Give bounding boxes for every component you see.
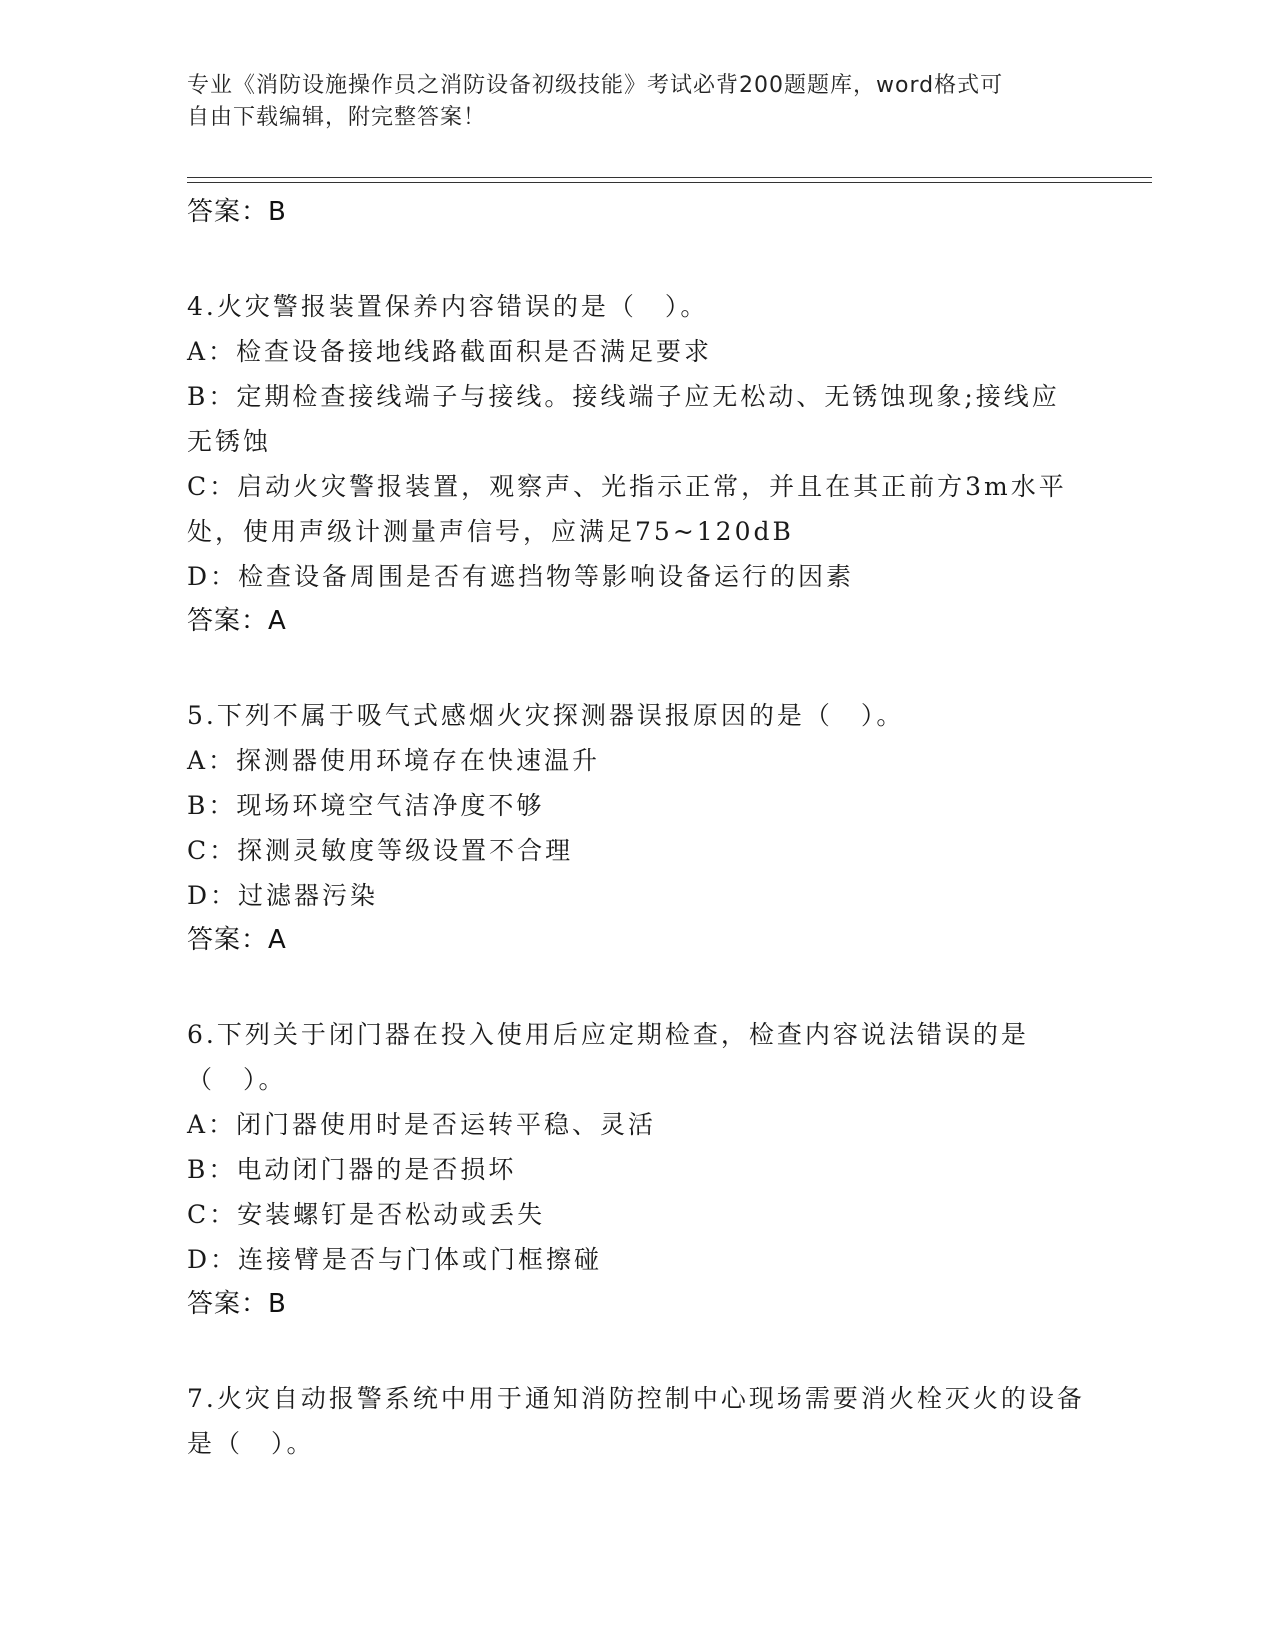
answer-line: 答案：B — [187, 1289, 287, 1319]
option-a: A：检查设备接地线路截面积是否满足要求 — [187, 337, 713, 366]
option-d: D：过滤器污染 — [187, 881, 379, 910]
document-header — [187, 70, 1067, 134]
question-block — [187, 1012, 1087, 1326]
question-stem: 4.火灾警报装置保养内容错误的是（ ）。 — [187, 292, 709, 321]
header-divider — [187, 177, 1152, 183]
answer-line: 答案：A — [187, 925, 287, 955]
question-list — [187, 190, 1087, 1466]
header-line-1: 专业《消防设施操作员之消防设备初级技能》考试必背200题题库，word格式可 — [187, 73, 1004, 98]
option-a: A：闭门器使用时是否运转平稳、灵活 — [187, 1110, 657, 1139]
spacer — [187, 1326, 1087, 1376]
answer-line: 答案：B — [187, 197, 287, 227]
option-b: B：定期检查接线端子与接线。接线端子应无松动、无锈蚀现象;接线应无锈蚀 — [187, 382, 1060, 456]
spacer — [187, 643, 1087, 693]
option-b: B：电动闭门器的是否损坏 — [187, 1155, 517, 1184]
option-a: A：探测器使用环境存在快速温升 — [187, 746, 601, 775]
option-c: C：安装螺钉是否松动或丢失 — [187, 1200, 546, 1229]
option-c: C：探测灵敏度等级设置不合理 — [187, 836, 574, 865]
question-block — [187, 284, 1087, 643]
question-stem: 7.火灾自动报警系统中用于通知消防控制中心现场需要消火栓灭火的设备是（ ）。 — [187, 1384, 1085, 1458]
spacer — [187, 234, 1087, 284]
option-b: B：现场环境空气洁净度不够 — [187, 791, 545, 820]
option-c: C：启动火灾警报装置，观察声、光指示正常，并且在其正前方3m水平处，使用声级计测量声信号，应满足75~120dB — [187, 472, 1067, 546]
option-d: D：检查设备周围是否有遮挡物等影响设备运行的因素 — [187, 562, 855, 591]
answer-line: 答案：A — [187, 606, 287, 636]
question-stem: 5.下列不属于吸气式感烟火灾探测器误报原因的是（ ）。 — [187, 701, 905, 730]
header-line-2: 自由下载编辑，附完整答案！ — [187, 105, 487, 130]
question-block — [187, 1376, 1087, 1466]
question-stem: 6.下列关于闭门器在投入使用后应定期检查，检查内容说法错误的是（ ）。 — [187, 1020, 1029, 1094]
option-d: D：连接臂是否与门体或门框擦碰 — [187, 1245, 603, 1274]
question-block — [187, 693, 1087, 962]
spacer — [187, 962, 1087, 1012]
